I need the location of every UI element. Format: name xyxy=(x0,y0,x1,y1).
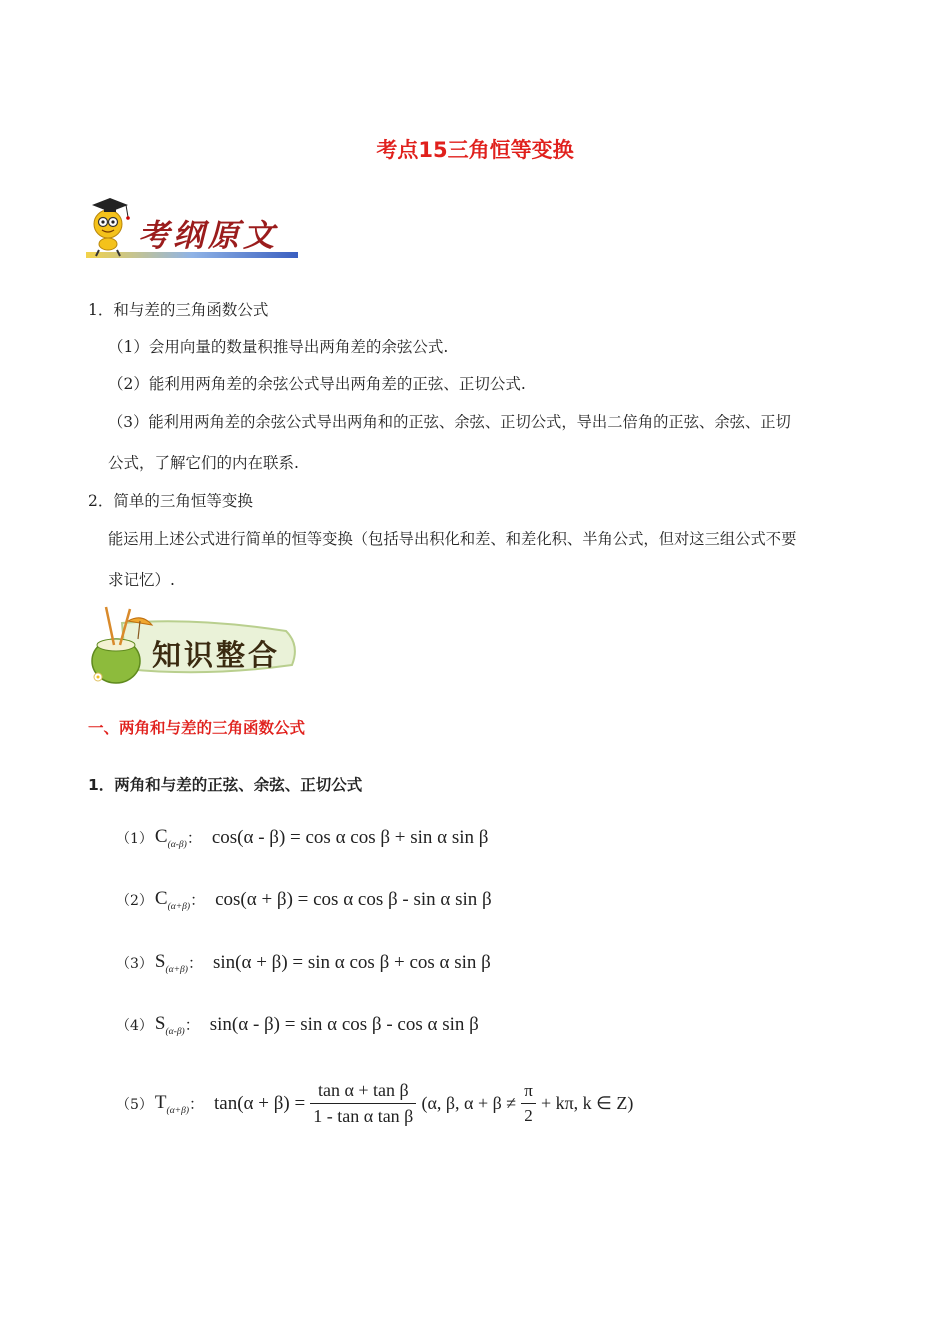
formula-label: （4） xyxy=(116,1017,153,1034)
formula-label: （3） xyxy=(116,955,153,972)
tangent-fraction xyxy=(310,1080,416,1127)
outline-item-2-text: 能运用上述公式进行简单的恒等变换（包括导出积化和差、和差化积、半角公式，但对这三组公式不要 xyxy=(108,530,797,548)
formula-symbol: $T_{(\alpha+\beta)}$ xyxy=(154,1091,189,1116)
formula-expression: cos(α - β) = cos α cos β + sin α sin β xyxy=(211,826,489,848)
formula-expression: cos(α + β) = cos α cos β - sin α sin β xyxy=(215,888,492,910)
formula-label: （5） xyxy=(116,1096,153,1113)
formula-symbol: $S_{(\alpha-\beta)}$ xyxy=(154,1013,185,1037)
outline-sub-2: （2）能利用两角差的余弦公式导出两角差的正弦、正切公式. xyxy=(108,375,526,393)
formula-symbol: $S_{(\alpha+\beta)}$ xyxy=(154,951,188,975)
section-heading: 一、两角和与差的三角函数公式 xyxy=(88,719,306,737)
outline-sub-3: （3）能利用两角差的余弦公式导出两角和的正弦、余弦、正切公式，导出二倍角的正弦、余弦、正切 xyxy=(108,413,791,431)
banner-outline-label: 考纲原文 xyxy=(138,218,278,254)
formula-row: （2） $C_{(\alpha+\beta)}$： cos(α + β) = cos α cos β - sin α sin β xyxy=(116,888,492,912)
pi-over-two-fraction: $\frac{\pi}{2}$ xyxy=(521,1081,536,1126)
formula-row: （3） $S_{(\alpha+\beta)}$： sin(α + β) = sin α cos β + cos α sin β xyxy=(116,951,491,975)
formula-lhs: tan(α + β) = xyxy=(214,1092,306,1114)
subsection-heading: 1．两角和与差的正弦、余弦、正切公式 xyxy=(88,776,363,794)
condition-prefix: (α, β, α + β ≠ xyxy=(421,1093,517,1113)
formula-row: （1） $C_{(\alpha-\beta)}$： cos(α - β) = cos α cos β + sin α sin β xyxy=(116,826,489,850)
formula-row-tangent: （5） $T_{(\alpha+\beta)}$： tan(α + β) = $\frac{\text{tan α + tan β}}{\text{1 - tan α tan β}}$ (α, β, α + β ≠ $\frac{\pi}{2}$ + kπ, k ∈ Z) xyxy=(116,1080,634,1126)
fraction-denominator: 1 - tan α tan β xyxy=(313,1106,414,1126)
outline-item-1: 1．和与差的三角函数公式 xyxy=(88,301,269,319)
formula-expression: sin(α - β) = sin α cos β - cos α sin β xyxy=(209,1013,479,1035)
banner-knowledge xyxy=(86,603,302,691)
formula-row: （4） $S_{(\alpha-\beta)}$： sin(α - β) = sin α cos β - cos α sin β xyxy=(116,1013,479,1037)
outline-sub-1: （1）会用向量的数量积推导出两角差的余弦公式. xyxy=(108,338,449,356)
fraction-numerator: tan α + tan β xyxy=(310,1080,416,1104)
banner-knowledge-label: 知识整合 xyxy=(152,638,281,672)
page-title: 考点15三角恒等变换 xyxy=(376,138,574,162)
formula-symbol: $C_{(\alpha-\beta)}$ xyxy=(154,826,187,850)
outline-item-2: 2．简单的三角恒等变换 xyxy=(88,492,253,510)
outline-sub-3-cont: 公式，了解它们的内在联系. xyxy=(108,454,299,472)
outline-item-2-cont: 求记忆）. xyxy=(108,571,175,589)
formula-label: （2） xyxy=(116,892,153,909)
formula-label: （1） xyxy=(116,830,153,847)
formula-symbol: $C_{(\alpha+\beta)}$ xyxy=(154,888,191,912)
condition-suffix: + kπ, k ∈ Z) xyxy=(540,1093,634,1113)
formula-expression: sin(α + β) = sin α cos β + cos α sin β xyxy=(212,951,491,973)
banner-outline xyxy=(86,190,302,264)
